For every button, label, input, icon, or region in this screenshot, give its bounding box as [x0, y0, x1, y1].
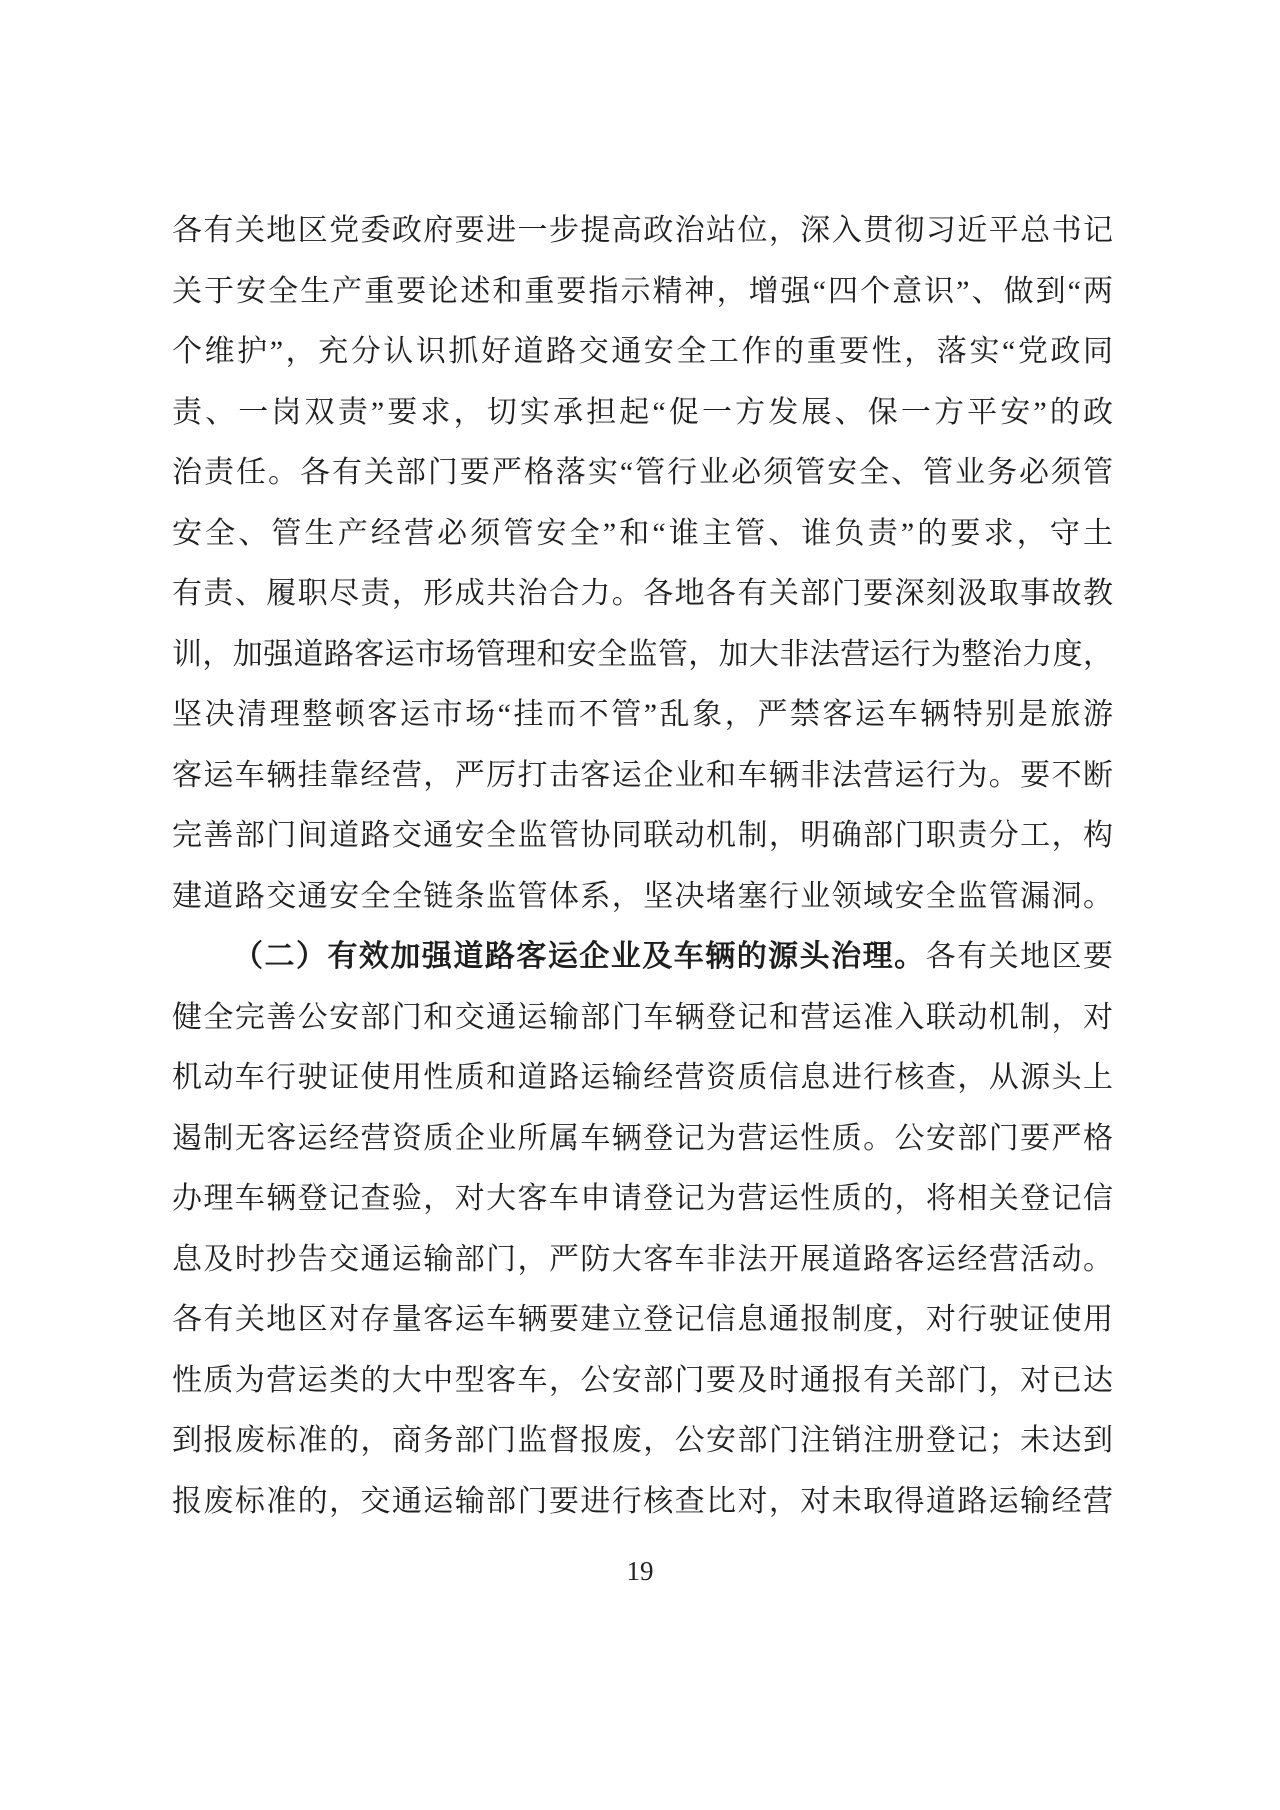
paragraph1-line: 坚决清理整顿客运市场“挂而不管”乱象，严禁客运车辆特别是旅游	[172, 698, 1113, 731]
section-heading-continuation: 各有关地区要	[925, 940, 1114, 973]
paragraph2-line: 到报废标准的，商务部门监督报废，公安部门注销注册登记；未达到	[172, 1424, 1113, 1457]
paragraph2-line: 办理车辆登记查验，对大客车申请登记为营运性质的，将相关登记信	[172, 1182, 1113, 1215]
paragraph1-line: 关于安全生产重要论述和重要指示精神，增强“四个意识”、做到“两	[172, 274, 1113, 308]
paragraph1-line: 有责、履职尽责，形成共治合力。各地各有关部门要深刻汲取事故教	[172, 577, 1113, 610]
paragraph2-line: 息及时抄告交通运输部门，严防大客车非法开展道路客运经营活动。	[172, 1242, 1113, 1276]
paragraph2-heading-line	[172, 927, 1113, 988]
paragraph2-line: 各有关地区对存量客运车辆要建立登记信息通报制度，对行驶证使用	[172, 1303, 1113, 1336]
paragraph2-line: 健全完善公安部门和交通运输部门车辆登记和营运准入联动机制，对	[172, 1000, 1113, 1034]
paragraph1-line: 责、一岗双责”要求，切实承担起“促一方发展、保一方平安”的政	[172, 395, 1113, 429]
paragraph2-line: 性质为营运类的大中型客车，公安部门要及时通报有关部门，对已达	[172, 1363, 1113, 1397]
paragraph2-line: 报废标准的，交通运输部门要进行核查比对，对未取得道路运输经营	[172, 1484, 1113, 1518]
paragraph1-line: 建道路交通安全全链条监管体系，坚决堵塞行业领域安全监管漏洞。	[172, 879, 1113, 913]
paragraph1-line: 完善部门间道路交通安全监管协同联动机制，明确部门职责分工，构	[172, 819, 1113, 852]
paragraph2-line: 机动车行驶证使用性质和道路运输经营资质信息进行核查，从源头上	[172, 1061, 1113, 1094]
paragraph2-line: 遏制无客运经营资质企业所属车辆登记为营运性质。公安部门要严格	[172, 1121, 1113, 1155]
paragraph1-line: 训，加强道路客运市场管理和安全监管，加大非法营运行为整治力度，	[172, 637, 1113, 671]
paragraph1-line: 个维护”，充分认识抓好道路交通安全工作的重要性，落实“党政同	[172, 335, 1113, 368]
paragraph1-line: 客运车辆挂靠经营，严厉打击客运企业和车辆非法营运行为。要不断	[172, 758, 1113, 792]
page-number: 19	[626, 1556, 654, 1586]
section-heading: （二）有效加强道路客运企业及车辆的源头治理。	[233, 940, 926, 973]
paragraph1-line: 各有关地区党委政府要进一步提高政治站位，深入贯彻习近平总书记	[172, 214, 1113, 247]
paragraph1-line: 治责任。各有关部门要严格落实“管行业必须管安全、管业务必须管	[172, 456, 1113, 489]
paragraph1-line: 安全、管生产经营必须管安全”和“谁主管、谁负责”的要求，守土	[172, 516, 1113, 550]
body-text	[172, 201, 1113, 1532]
